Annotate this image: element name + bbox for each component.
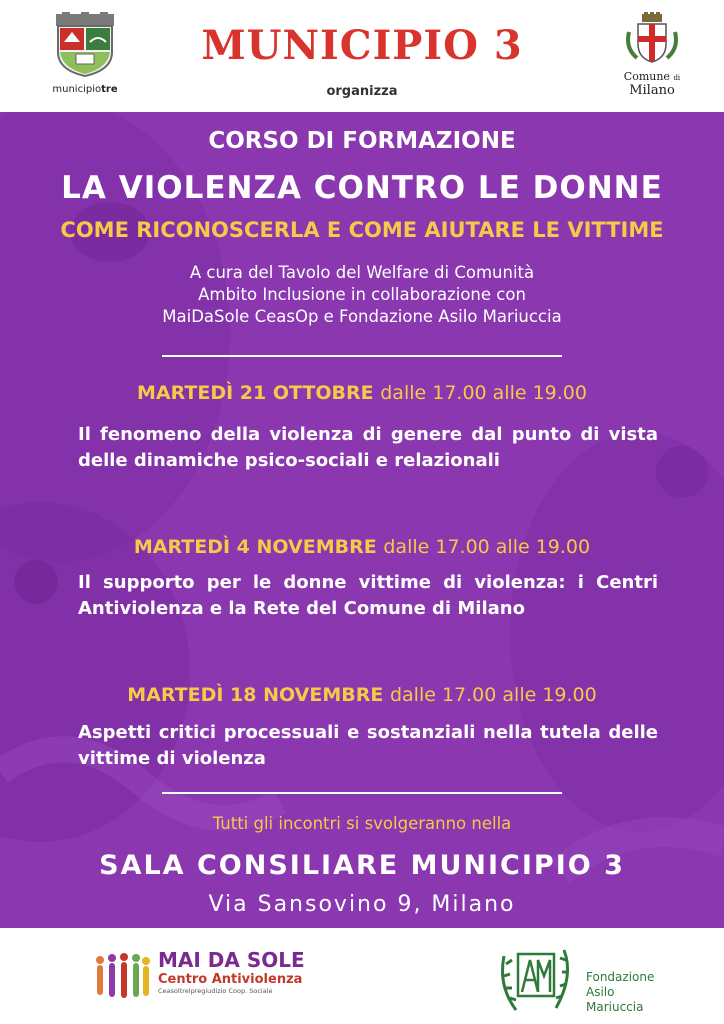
comune-label: Comune di [623,70,681,83]
session-3-topic: Aspetti critici processuali e sostanziali nella tutela delle vittime di violenza [78,722,658,769]
fam-line-1: Fondazione [586,970,655,984]
location-note: Tutti gli incontri si svolgeranno nella [212,814,512,833]
session-date: MARTEDÌ 21 OTTOBRE [137,382,374,404]
mai-da-sole-logo [92,948,332,1012]
municipio-tre-crest-icon [54,12,116,78]
course-credits [0,262,724,328]
divider-top [162,355,562,357]
milano-label: Milano [629,83,675,98]
mai-da-sole-text [158,948,348,995]
asilo-mariuccia-text [586,970,674,1015]
session-date: MARTEDÌ 4 NOVEMBRE [133,536,377,558]
credits-line: Ambito Inclusione in collaborazione con [198,285,526,304]
page-title: MUNICIPIO 3 [201,22,523,69]
session-1-topic: Il fenomeno della violenza di genere dal punto di vista delle dinamiche psico-sociali e relazionali [78,424,658,471]
milano-coat-of-arms-icon [623,12,681,64]
course-panel [0,112,724,928]
session-time: dalle 17.00 alle 19.00 [389,684,597,706]
fam-line-2: Asilo Mariuccia [586,985,644,1014]
header [0,0,724,112]
venue-address: Via Sansovino 9, Milano [208,892,516,917]
session-date: MARTEDÌ 18 NOVEMBRE [127,684,384,706]
asilo-mariuccia-monogram-icon [494,936,578,1016]
session-3-date [0,684,724,706]
mai-da-sole-subtitle: Centro Antiviolenza [158,972,303,987]
credits-line: MaiDaSole CeasOp e Fondazione Asilo Mariuccia [162,307,562,326]
session-2-topic: Il supporto per le donne vittime di violenza: i Centri Antiviolenza e la Rete del Comune di Milano [78,572,658,619]
session-time: dalle 17.00 alle 19.00 [383,536,591,558]
footer [0,928,724,1024]
municipio-tre-logo [40,12,130,95]
divider-bottom [162,792,562,794]
course-label: CORSO DI FORMAZIONE [208,128,516,154]
municipio-tre-label: municipiotre [52,84,118,95]
mai-da-sole-name: MAI DA SOLE [158,948,305,972]
session-1-date [0,382,724,404]
course-tagline: COME RICONOSCERLA E COME AIUTARE LE VITTIME [60,218,664,242]
venue-name: SALA CONSILIARE MUNICIPIO 3 [99,850,625,881]
page-subtitle: organizza [326,84,398,99]
session-time: dalle 17.00 alle 19.00 [380,382,587,404]
asilo-mariuccia-logo [494,936,674,1016]
session-2-date [0,536,724,558]
comune-milano-logo [612,12,692,98]
mai-da-sole-fineprint: Ceasoltrelpregiudizio Coop. Sociale [158,987,273,995]
credits-line: A cura del Tavolo del Welfare di Comunità [189,263,535,282]
mai-da-sole-figures-icon [92,952,152,1004]
course-title: LA VIOLENZA CONTRO LE DONNE [61,170,663,206]
